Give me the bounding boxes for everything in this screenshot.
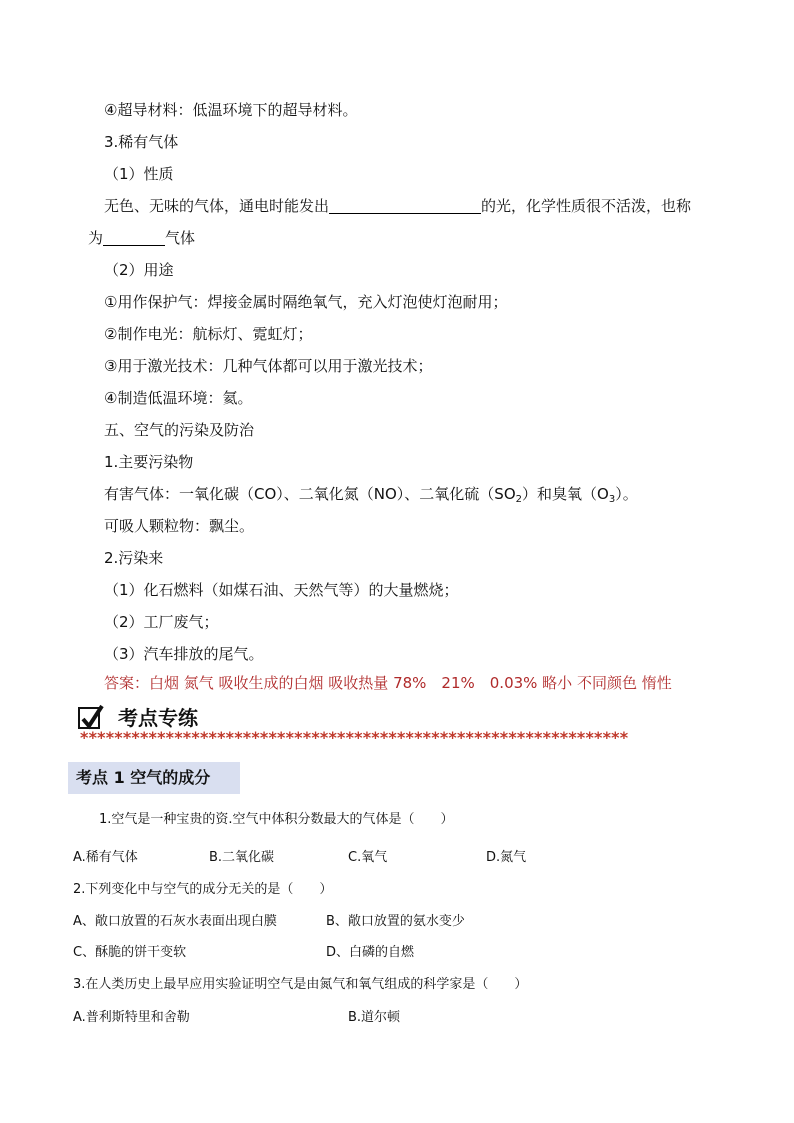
text-particulates: 可吸人颗粒物：飘尘。	[104, 517, 255, 535]
heading-properties: （1）性质	[104, 165, 174, 183]
properties-text-a: 无色、无味的气体，通电时能发出	[104, 197, 330, 215]
text-harmful-gases	[104, 484, 638, 504]
text-use-4: ④制造低温环境：氦。	[104, 389, 253, 407]
heading-pollution-sources: 2.污染来	[104, 549, 164, 567]
question-1-option-a[interactable]: A.稀有气体	[73, 850, 138, 865]
question-2-stem: 2.下列变化中与空气的成分无关的是（ ）	[73, 882, 333, 897]
text-use-2: ②制作电光：航标灯、霓虹灯；	[104, 325, 313, 343]
gases-text-c: ）。	[615, 485, 638, 503]
question-3-option-b[interactable]: B.道尔顿	[348, 1010, 401, 1025]
checkbox-icon	[78, 707, 100, 729]
text-properties-line2	[88, 228, 195, 248]
section-title: 考点专练	[118, 706, 198, 730]
text-use-1: ①用作保护气：焊接金属时隔绝氧气，充入灯泡使灯泡耐用；	[104, 293, 508, 311]
properties-text-d: 气体	[165, 229, 196, 247]
gases-text-b: ）和臭氧（O	[522, 485, 609, 503]
text-superconductor: ④超导材料：低温环境下的超导材料。	[104, 101, 358, 119]
heading-pollutants: 1.主要污染物	[104, 453, 194, 471]
fill-blank-light[interactable]	[329, 197, 481, 214]
text-source-3: （3）汽车排放的尾气。	[104, 645, 264, 663]
question-3-option-a[interactable]: A.普利斯特里和舍勒	[73, 1010, 190, 1025]
properties-text-b: 的光，化学性质很不活泼，也称	[481, 197, 692, 215]
question-3-stem: 3.在人类历史上最早应用实验证明空气是由氮气和氧气组成的科学家是（ ）	[73, 977, 528, 992]
heading-rare-gases: 3.稀有气体	[104, 133, 179, 151]
gases-text-a: 有害气体：一氧化碳（CO）、二氧化氮（NO）、二氧化硫（SO	[104, 485, 516, 503]
text-source-1: （1）化石燃料（如煤石油、天然气等）的大量燃烧；	[104, 581, 459, 599]
question-1-option-d[interactable]: D.氮气	[486, 850, 527, 865]
gases-sub-3: 3	[608, 494, 616, 505]
gases-sub-2: 2	[515, 494, 523, 505]
question-1-stem: 1.空气是一种宝贵的资.空气中体积分数最大的气体是（ ）	[99, 812, 454, 827]
properties-text-c: 为	[88, 229, 104, 247]
question-2-option-b[interactable]: B、敞口放置的氨水变少	[326, 914, 465, 929]
heading-uses: （2）用途	[104, 261, 174, 279]
fill-blank-gas[interactable]	[103, 229, 165, 246]
answer-line: 答案：白烟 氮气 吸收生成的白烟 吸收热量 78% 21% 0.03% 略小 不同颜色 惰性	[104, 674, 672, 692]
question-2-option-d[interactable]: D、白磷的自燃	[326, 945, 415, 960]
question-1-option-b[interactable]: B.二氧化碳	[209, 850, 275, 865]
heading-pollution: 五、空气的污染及防治	[104, 421, 255, 439]
question-2-option-a[interactable]: A、敞口放置的石灰水表面出现白膜	[73, 914, 277, 929]
text-source-2: （2）工厂废气；	[104, 613, 219, 631]
topic-label: 考点 1 空气的成分	[76, 768, 211, 787]
divider-stars: ****************************************************************	[80, 729, 629, 747]
topic-banner	[68, 762, 240, 794]
question-2-option-c[interactable]: C、酥脆的饼干变软	[73, 945, 187, 960]
text-properties-line1	[104, 196, 691, 216]
text-use-3: ③用于激光技术：几种气体都可以用于激光技术；	[104, 357, 433, 375]
question-1-option-c[interactable]: C.氧气	[348, 850, 388, 865]
